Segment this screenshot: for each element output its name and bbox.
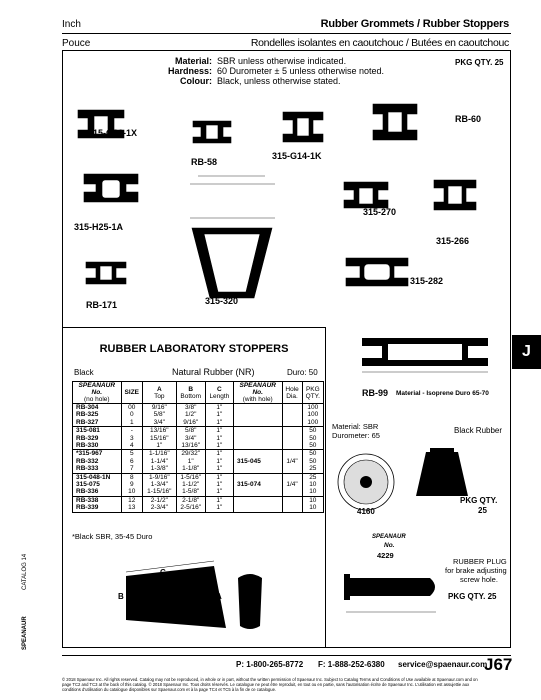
table-cell	[282, 450, 302, 458]
table-cell: 50	[302, 458, 323, 465]
table-cell	[282, 427, 302, 435]
table-cell	[233, 465, 282, 473]
stoppers-table	[72, 381, 324, 513]
table-cell: 10	[302, 496, 323, 504]
table-cell	[282, 404, 302, 412]
table-cell: 13	[121, 504, 142, 512]
part-rb-58: RB-58	[191, 157, 218, 167]
natural-rubber: Natural Rubber (NR)	[172, 367, 255, 377]
table-cell: 0	[121, 411, 142, 418]
stopper-drawing	[66, 548, 326, 638]
part-315-320: 315-320	[205, 296, 239, 306]
table-cell	[233, 404, 282, 412]
unit-inch: Inch	[62, 19, 81, 30]
table-cell: 2-1/8"	[176, 496, 205, 504]
table-row	[73, 496, 324, 504]
table-cell: -	[121, 427, 142, 435]
table-cell: 9	[121, 481, 142, 488]
table-cell: 29/32"	[176, 450, 205, 458]
table-cell: 00	[121, 404, 142, 412]
colour-label: Colour:	[180, 76, 212, 86]
table-cell	[282, 411, 302, 418]
footer-rule	[62, 655, 511, 656]
table-cell: 1"	[205, 465, 233, 473]
table-cell: 1"	[205, 419, 233, 427]
table-cell: 2-3/4"	[143, 504, 177, 512]
side-brand: SPEANAUR	[22, 616, 28, 650]
table-cell: 5/8"	[143, 411, 177, 418]
part-315-g26-1x: 315-G26-1X	[88, 128, 138, 138]
table-cell: 25	[302, 473, 323, 481]
table-cell: RB-338	[73, 496, 122, 504]
table-cell: 1"	[205, 504, 233, 512]
table-row	[73, 404, 324, 412]
table-cell: 5/8"	[176, 427, 205, 435]
table-cell	[233, 419, 282, 427]
table-cell: 100	[302, 419, 323, 427]
table-cell: 1-3/4"	[143, 481, 177, 488]
table-cell: *315-967	[73, 450, 122, 458]
table-cell: 50	[302, 442, 323, 450]
table-cell: RB-327	[73, 419, 122, 427]
table-cell: 6	[121, 458, 142, 465]
table-cell: 4	[121, 442, 142, 450]
table-cell: 9/16"	[176, 419, 205, 427]
footer-fineprint: © 2018 Spaenaur Inc. All rights reserved. Catalog may not be reproduced, in whole or in part, without the written permission of Spaenaur Inc. Subject to Catalog Terms and Conditions of Use available at Spaenaur.com and on page TC2 and TC3 at the back of this catalog. © 2018 Spaenaur Inc. Tous droits réservés. Le catalogue ne peut être reproduit, en tout ou en partie, sans l'autorisation écrite de Spaenaur Inc. L'utilisation est assujettie aux conditions d'utilisation du catalogue disponibles sur Spaenaur.com et à la page TC4 et TC5 à la fin de ce catalogue.	[62, 677, 478, 692]
part-315-h25-1a: 315-H25-1A	[74, 222, 124, 232]
table-cell	[282, 465, 302, 473]
table-cell: 1	[121, 419, 142, 427]
table-cell: 1-1/2"	[176, 481, 205, 488]
table-cell: 8	[121, 473, 142, 481]
side-catalog: CATALOG 14	[22, 553, 28, 590]
footer-phone: P: 1-800-265-8772	[236, 660, 304, 669]
rubber-plug-desc1: for brake adjusting	[445, 566, 507, 575]
table-cell: 1-1/4"	[143, 458, 177, 465]
table-cell: 1/2"	[176, 411, 205, 418]
table-row	[73, 419, 324, 427]
table-row	[73, 427, 324, 435]
part-rb-171: RB-171	[86, 300, 118, 310]
table-cell: 13/16"	[143, 427, 177, 435]
table-cell: 1"	[205, 450, 233, 458]
table-row	[73, 473, 324, 481]
hardness-value: 60 Durometer ± 5 unless otherwise noted.	[217, 66, 385, 76]
dim-a: A	[216, 592, 222, 601]
table-row	[73, 488, 324, 496]
rubber-plug-pkg: PKG QTY. 25	[448, 592, 497, 601]
table-cell: 12	[121, 496, 142, 504]
colour-value: Black, unless otherwise stated.	[217, 76, 341, 86]
table-row	[73, 442, 324, 450]
table-cell: 315-045	[233, 458, 282, 465]
table-row	[73, 435, 324, 442]
th-c: C Length	[205, 382, 233, 404]
table-cell: 25	[302, 465, 323, 473]
th-size: SIZE	[121, 382, 142, 404]
rubber-plug-title: RUBBER PLUG	[453, 557, 507, 566]
th-a: A Top	[143, 382, 177, 404]
table-cell: 1"	[205, 404, 233, 412]
plug-part-4160: 4160	[357, 507, 375, 516]
th-with-hole: SPEANAUR No. (with hole)	[233, 382, 282, 404]
table-cell	[233, 496, 282, 504]
table-cell: 13/16"	[176, 442, 205, 450]
table-cell	[233, 411, 282, 418]
table-cell	[282, 488, 302, 496]
table-cell: RB-329	[73, 435, 122, 442]
table-cell	[233, 450, 282, 458]
table-cell	[282, 496, 302, 504]
table-cell: 1"	[205, 473, 233, 481]
th-no-hole: SPEANAUR No. (no hole)	[73, 382, 122, 404]
plug-pkg: PKG QTY.	[460, 496, 498, 505]
table-cell: 1-1/16"	[143, 450, 177, 458]
table-cell	[233, 473, 282, 481]
col-black: Black	[74, 368, 94, 377]
table-cell: 1"	[205, 411, 233, 418]
plug-no-4229: 4229	[377, 551, 394, 560]
table-cell: RB-333	[73, 465, 122, 473]
table-cell: 1/4"	[282, 458, 302, 465]
table-cell: 5	[121, 450, 142, 458]
table-cell: 1-5/8"	[176, 488, 205, 496]
table-cell: 315-074	[233, 481, 282, 488]
plug-4229-drawing	[332, 560, 452, 620]
table-cell: 9/16"	[143, 404, 177, 412]
table-cell	[282, 473, 302, 481]
table-cell: 1"	[205, 458, 233, 465]
table-row	[73, 504, 324, 512]
table-cell	[233, 435, 282, 442]
table-cell: 1"	[205, 488, 233, 496]
rubber-plug-desc2: screw hole.	[460, 575, 498, 584]
table-cell: 1"	[176, 458, 205, 465]
table-cell: 315-075	[73, 481, 122, 488]
part-rb-60: RB-60	[455, 114, 482, 124]
table-cell: RB-325	[73, 411, 122, 418]
table-row	[73, 411, 324, 418]
pkg-qty-top: PKG QTY. 25	[455, 58, 504, 67]
plug-durometer: Durometer: 65	[332, 431, 380, 440]
table-cell: 315-081	[73, 427, 122, 435]
table-row	[73, 481, 324, 488]
table-cell: 1"	[205, 435, 233, 442]
grommet-drawings	[0, 0, 541, 330]
rb-99-note: Material - Isoprene Duro 65-70	[396, 390, 489, 397]
table-cell: 1-1/8"	[176, 465, 205, 473]
table-cell: 10	[302, 504, 323, 512]
table-cell: 1-5/16"	[176, 473, 205, 481]
table-cell: 3/4"	[143, 419, 177, 427]
stoppers-note: *Black SBR, 35-45 Duro	[72, 532, 153, 541]
page-title: Rubber Grommets / Rubber Stoppers	[320, 18, 509, 30]
table-cell: RB-339	[73, 504, 122, 512]
table-cell	[282, 504, 302, 512]
table-cell: 15/16"	[143, 435, 177, 442]
dim-b: B	[118, 592, 124, 601]
table-cell	[282, 435, 302, 442]
plug-no-label: No.	[384, 542, 395, 549]
table-cell: 7	[121, 465, 142, 473]
table-cell	[282, 419, 302, 427]
table-row	[73, 458, 324, 465]
table-cell: 315-048-1N	[73, 473, 122, 481]
table-cell: 1"	[205, 427, 233, 435]
material-value: SBR unless otherwise indicated.	[217, 56, 347, 66]
table-cell: 1"	[205, 481, 233, 488]
table-cell: 50	[302, 450, 323, 458]
page-number: J67	[484, 655, 513, 674]
table-cell: 1/4"	[282, 481, 302, 488]
table-cell: 3/8"	[176, 404, 205, 412]
table-cell: 1-15/16"	[143, 488, 177, 496]
page-subtitle: Rondelles isolantes en caoutchouc / Butées en caoutchouc	[250, 37, 509, 49]
table-cell	[233, 504, 282, 512]
table-cell: RB-332	[73, 458, 122, 465]
table-cell: RB-336	[73, 488, 122, 496]
part-315-266: 315-266	[436, 236, 470, 246]
section-tab-j: J	[512, 335, 541, 369]
table-cell	[233, 442, 282, 450]
table-cell: RB-330	[73, 442, 122, 450]
hardness-label: Hardness:	[167, 66, 212, 76]
lab-stoppers-title: RUBBER LABORATORY STOPPERS	[99, 343, 289, 355]
table-cell	[233, 427, 282, 435]
th-b: B Bottom	[176, 382, 205, 404]
table-cell	[233, 488, 282, 496]
table-cell: 100	[302, 411, 323, 418]
part-315-g14-1k: 315-G14-1K	[272, 151, 322, 161]
unit-pouce: Pouce	[62, 38, 91, 49]
table-cell: 10	[121, 488, 142, 496]
table-cell: 1"	[143, 442, 177, 450]
material-label: Material:	[174, 56, 212, 66]
th-pkg: PKG QTY.	[302, 382, 323, 404]
dim-c: C	[160, 568, 166, 577]
table-row	[73, 450, 324, 458]
plug-material: Material: SBR	[332, 422, 379, 431]
table-cell: 2-5/16"	[176, 504, 205, 512]
table-cell: 1"	[205, 442, 233, 450]
table-cell: 1-9/16"	[143, 473, 177, 481]
plug-pkg-n: 25	[478, 506, 487, 515]
table-cell: 50	[302, 435, 323, 442]
table-cell: 3	[121, 435, 142, 442]
table-cell: 10	[302, 488, 323, 496]
table-cell: 10	[302, 481, 323, 488]
table-cell: 3/4"	[176, 435, 205, 442]
table-cell: 2-1/2"	[143, 496, 177, 504]
table-cell: RB-304	[73, 404, 122, 412]
table-cell: 50	[302, 427, 323, 435]
duro-50: Duro: 50	[287, 368, 318, 377]
table-cell	[282, 442, 302, 450]
th-hole: Hole Dia.	[282, 382, 302, 404]
table-cell: 1-3/8"	[143, 465, 177, 473]
table-cell: 1"	[205, 496, 233, 504]
table-cell: 100	[302, 404, 323, 412]
brand-small: SPEANAUR	[372, 534, 406, 540]
part-315-270: 315-270	[363, 207, 397, 217]
table-row	[73, 465, 324, 473]
part-315-282: 315-282	[410, 276, 444, 286]
footer-fax: F: 1-888-252-6380	[318, 660, 385, 669]
part-rb-99: RB-99	[362, 388, 389, 398]
black-rubber-label: Black Rubber	[454, 426, 503, 435]
footer-email[interactable]: service@spaenaur.com	[398, 660, 488, 669]
